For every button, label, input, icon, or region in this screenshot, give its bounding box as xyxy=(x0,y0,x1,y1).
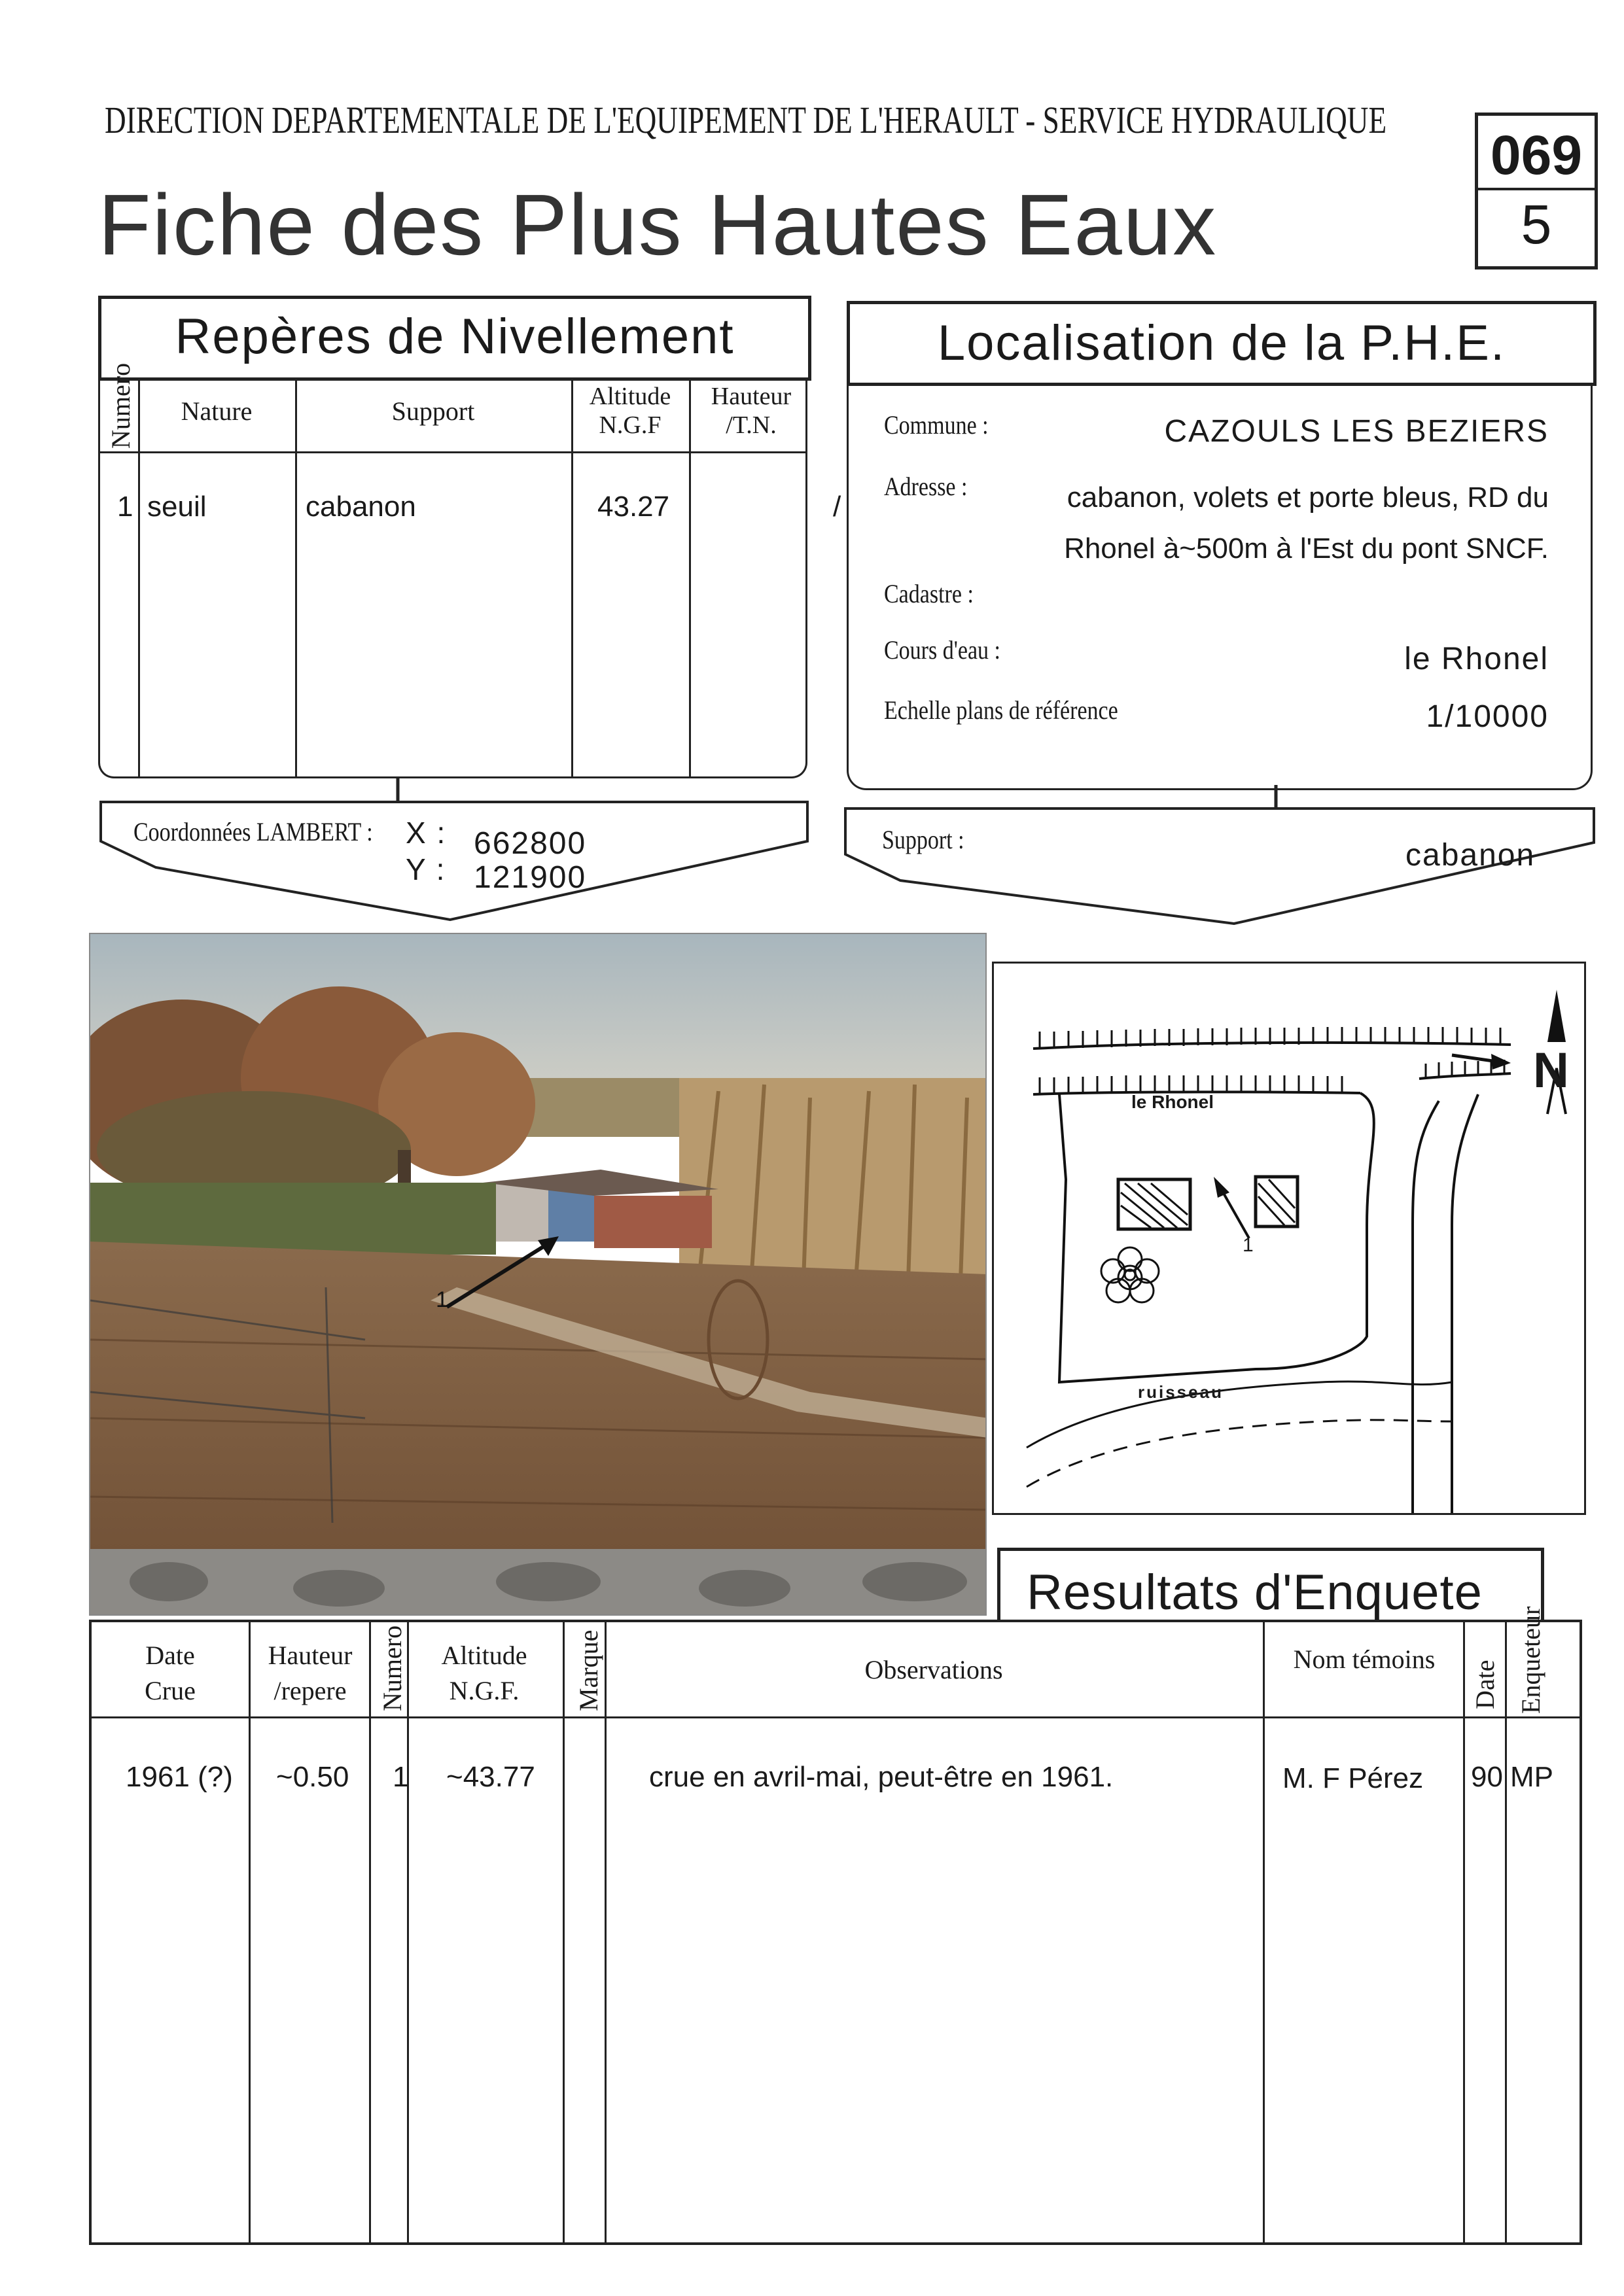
commune-value: CAZOULS LES BEZIERS xyxy=(1164,414,1549,449)
reperes-col-support: Support xyxy=(391,396,475,426)
resultats-title-box xyxy=(997,1548,1544,1622)
reperes-row-nature: seuil xyxy=(147,491,207,523)
cours-eau-label: Cours d'eau : xyxy=(884,635,1000,665)
resultats-row-date: 90 xyxy=(1471,1761,1503,1793)
map-river-label: le Rhonel xyxy=(1131,1092,1214,1112)
support-label: Support : xyxy=(882,825,964,854)
resultats-col-numero: Numero xyxy=(378,1625,407,1711)
fiche-code-box xyxy=(1475,113,1598,270)
echelle-label: Echelle plans de référence xyxy=(884,695,1118,725)
echelle-value: 1/10000 xyxy=(1426,699,1549,734)
resultats-col-date-crue: Date Crue xyxy=(145,1641,196,1705)
location-map xyxy=(992,962,1586,1515)
page-title: Fiche des Plus Hautes Eaux xyxy=(98,177,1218,273)
resultats-row-hauteur: ~0.50 xyxy=(276,1761,349,1793)
fiche-code-top: 069 xyxy=(1490,124,1583,186)
resultats-title: Resultats d'Enquete xyxy=(1027,1565,1483,1620)
support-value: cabanon xyxy=(1405,838,1536,873)
localisation-title: Localisation de la P.H.E. xyxy=(937,315,1506,371)
reperes-col-nature: Nature xyxy=(181,396,253,426)
direction-header: DIRECTION DEPARTEMENTALE DE L'EQUIPEMENT DE L'HERAULT - SERVICE HYDRAULIQUE xyxy=(105,99,1387,141)
resultats-row-observations: crue en avril-mai, peut-être en 1961. xyxy=(649,1761,1114,1793)
map-stream-label: ruisseau xyxy=(1138,1382,1224,1402)
resultats-table xyxy=(89,1606,1582,2245)
resultats-col-nom: Nom témoins xyxy=(1293,1644,1436,1674)
cadastre-label: Cadastre : xyxy=(884,579,974,608)
resultats-col-enqueteur: Enqueteur xyxy=(1516,1606,1545,1714)
adresse-line2: Rhonel à~500m à l'Est du pont SNCF. xyxy=(1064,532,1549,565)
resultats-row-nom: M. F Pérez xyxy=(1282,1762,1424,1794)
localisation-title-box xyxy=(847,301,1597,386)
resultats-col-altitude: Altitude N.G.F. xyxy=(441,1641,527,1705)
coordinates-tab-outline xyxy=(97,776,811,926)
coordinates-label: Coordonnées LAMBERT : xyxy=(133,817,373,846)
coord-x-value: 662800 xyxy=(474,826,587,861)
resultats-col-marque: Marque xyxy=(574,1629,603,1711)
reperes-table xyxy=(98,362,841,778)
reperes-row-altitude: 43.27 xyxy=(597,491,670,523)
coord-y-value: 121900 xyxy=(474,860,587,895)
map-north-label: N xyxy=(1533,1043,1569,1098)
resultats-col-hauteur: Hauteur /repere xyxy=(268,1641,353,1705)
reperes-col-altitude: Altitude N.G.F xyxy=(589,383,671,439)
resultats-row-numero: 1 xyxy=(393,1761,409,1793)
localisation-panel xyxy=(847,385,1593,790)
adresse-line1: cabanon, volets et porte bleus, RD du xyxy=(1067,481,1549,513)
map-marker-label: 1 xyxy=(1243,1234,1254,1256)
coord-x-label: X : xyxy=(406,816,447,850)
reperes-row-hauteur: / xyxy=(833,491,841,523)
commune-label: Commune : xyxy=(884,410,989,440)
resultats-col-observations: Observations xyxy=(864,1655,1003,1684)
resultats-col-date: Date xyxy=(1470,1660,1500,1709)
photo-marker-label: 1 xyxy=(436,1287,448,1312)
fiche-code-bottom: 5 xyxy=(1521,194,1552,255)
reperes-row-support: cabanon xyxy=(306,491,416,523)
reperes-title: Repères de Nivellement xyxy=(175,309,735,364)
cours-eau-value: le Rhonel xyxy=(1404,642,1549,676)
adresse-label: Adresse : xyxy=(884,472,968,501)
reperes-col-numero: Numero xyxy=(106,362,135,449)
reperes-col-hauteur: Hauteur /T.N. xyxy=(711,383,792,439)
resultats-row-date-crue: 1961 (?) xyxy=(126,1761,233,1793)
reperes-row-numero: 1 xyxy=(117,491,133,523)
coord-y-label: Y : xyxy=(406,852,446,886)
site-photo xyxy=(89,933,987,1616)
resultats-row-enqueteur: MP xyxy=(1510,1761,1553,1793)
resultats-row-altitude: ~43.77 xyxy=(446,1761,535,1793)
reperes-title-box xyxy=(98,296,811,381)
